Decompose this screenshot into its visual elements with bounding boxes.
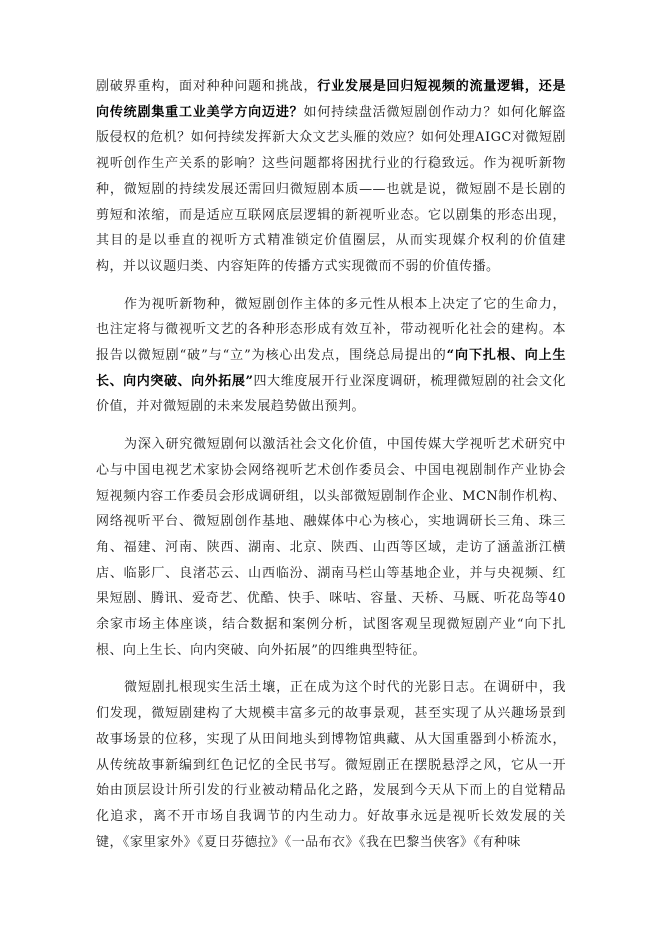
paragraph-2-text-b: 四大维度展开行业深度调研，梳理微短剧的社会文化价值，并对微短剧的未来发展趋势做出预判。 [96,373,566,415]
paragraph-2-bold-four-dimensions: “向下扎根、向上生长、向内突破、向外拓展” [96,348,567,389]
paragraph-4-text: 微短剧扎根现实生活土壤，正在成为这个时代的光影日志。在调研中，我们发现，微短剧建构了大规模丰富多元的故事景观，甚至实现了从兴趣场景到故事场景的位移，实现了从田间地头到博物馆典藏、从大国重器到小桥流水，从传统故事新编到红色记忆的全民书写。微短剧正在摆脱悬浮之风，它从一开始由顶层设计所引发的行业被动精品化之路，发展到今天从下而上的自觉精品化追求，离不开市场自我调节的内生动力。好故事永远是视听长效发展的关键，《家里家外》《夏日芬德拉》《一品布衣》《我在巴黎当侠客》《有种味 [96,680,566,850]
paragraph-gap [96,420,566,432]
paragraph-gap [96,663,566,675]
paragraph-1-bold-question: 行业发展是回归短视频的流量逻辑，还是向传统剧集重工业美学方向迈进？ [96,79,566,120]
paragraph-4 [96,675,566,855]
paragraph-3 [96,432,566,663]
paragraph-1-text-a: 剧破界重构，面对种种问题和挑战， [96,79,318,94]
paragraph-3-text: 为深入研究微短剧何以激活社会文化价值，中国传媒大学视听艺术研究中心与中国电视艺术家协会网络视听艺术创作委员会、中国电视剧制作产业协会短视频内容工作委员会形成调研组，以头部微短剧制作企业、MCN制作机构、网络视听平台、微短剧创作基地、融媒体中心为核心，实地调研长三角、珠三角、福建、河南、陕西、湖南、北京、陕西、山西等区域，走访了涵盖浙江横店、临影厂、良渚芯云、山西临汾、湖南马栏山等基地企业，并与央视频、红果短剧、腾讯、爱奇艺、优酷、快手、咪咕、容量、天桥、马厩、听花岛等40余家市场主体座谈，结合数据和案例分析，试图客观呈现微短剧产业“向下扎根、向上生长、向内突破、向外拓展”的四维典型特征。 [96,437,566,658]
paragraph-gap [96,280,566,292]
paragraph-1 [96,74,566,280]
paragraph-2 [96,292,566,421]
document-page [96,74,566,855]
paragraph-1-text-b: 如何持续盘活微短剧创作动力？如何化解盗版侵权的危机？如何持续发挥新大众文艺头雁的效应？如何处理AIGC对微短剧视听创作生产关系的影响？这些问题都将困扰行业的行稳致远。作为视听新物种，微短剧的持续发展还需回归微短剧本质——也就是说，微短剧不是长剧的剪短和浓缩，而是适应互联网底层逻辑的新视听业态。它以剧集的形态出现，其目的是以垂直的视听方式精准锁定价值圈层，从而实现媒介权利的价值建构，并以议题归类、内容矩阵的传播方式实现微而不弱的价值传播。 [96,104,566,274]
paragraph-2-text-a: 作为视听新物种，微短剧创作主体的多元性从根本上决定了它的生命力，也注定将与微视听文艺的各种形态形成有效互补，带动视听化社会的建构。本报告以微短剧“破”与“立”为核心出发点，围绕总局提出的 [96,296,566,364]
